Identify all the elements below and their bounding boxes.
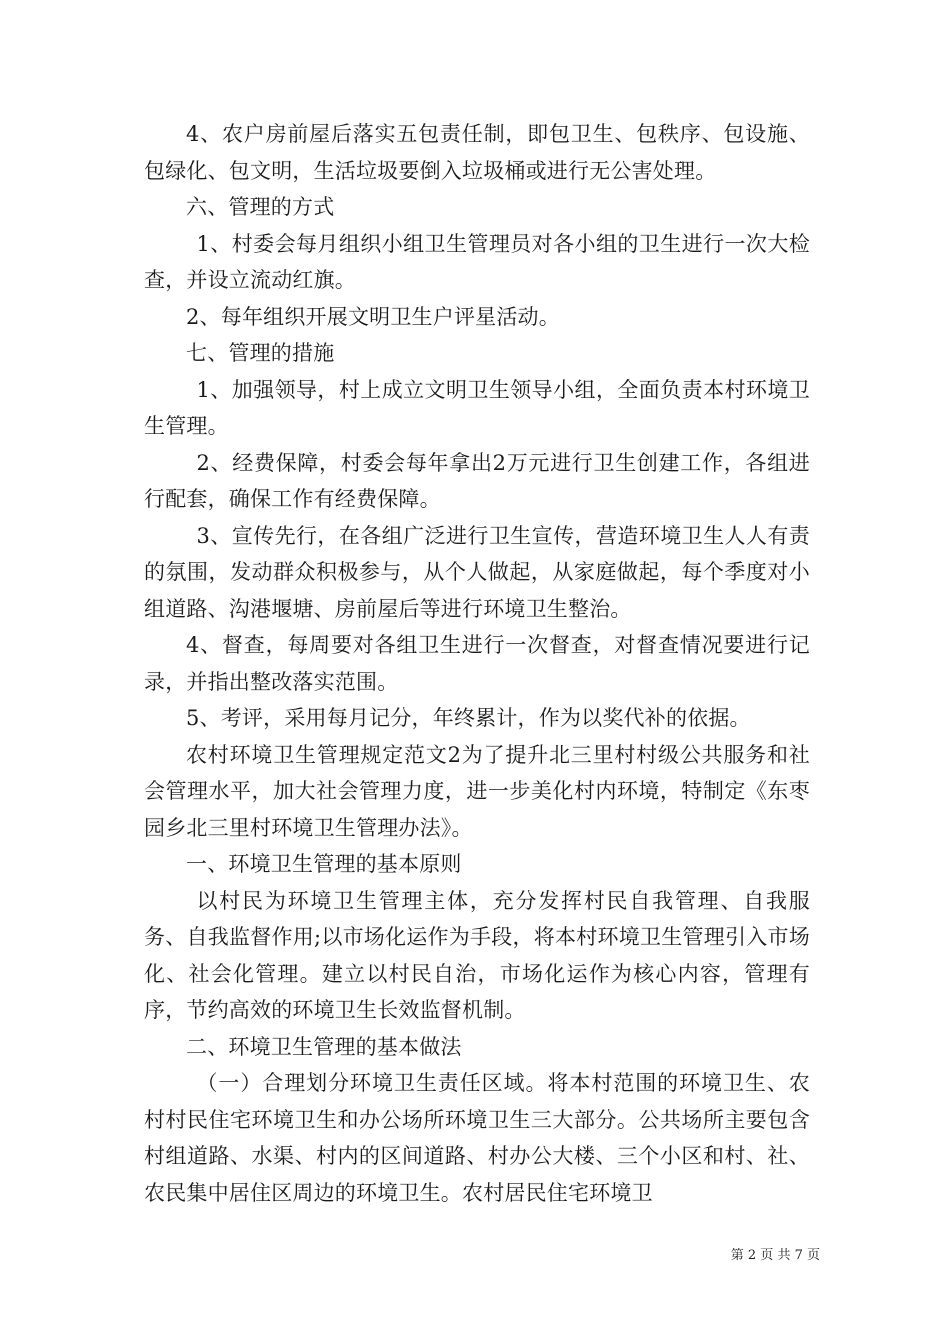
paragraph: 1、加强领导，村上成立文明卫生领导小组，全面负责本村环境卫生管理。: [144, 377, 810, 438]
paragraph: 4、农户房前屋后落实五包责任制，即包卫生、包秩序、包设施、包绿化、包文明，生活垃圾要倒入垃圾桶或进行无公害处理。: [144, 122, 810, 183]
paragraph: 1、村委会每月组织小组卫生管理员对各小组的卫生进行一次大检查，并设立流动红旗。: [144, 231, 810, 292]
paragraph: 一、环境卫生管理的基本原则: [186, 852, 462, 876]
paragraph: 七、管理的措施: [186, 341, 335, 365]
paragraph: 农村环境卫生管理规定范文2为了提升北三里村村级公共服务和社会管理水平，加大社会管理力度，进一步美化村内环境，特制定《东枣园乡北三里村环境卫生管理办法》。: [144, 742, 810, 840]
paragraph: 3、宣传先行，在各组广泛进行卫生宣传，营造环境卫生人人有责的氛围，发动群众积极参与，从个人做起，从家庭做起，每个季度对小组道路、沟港堰塘、房前屋后等进行环境卫生整治。: [144, 523, 810, 621]
document-body: [144, 116, 810, 1211]
paragraph: 2、经费保障，村委会每年拿出2万元进行卫生创建工作，各组进行配套，确保工作有经费保障。: [144, 450, 810, 511]
paragraph: 六、管理的方式: [186, 195, 335, 219]
paragraph: （一）合理划分环境卫生责任区域。将本村范围的环境卫生、农村村民住宅环境卫生和办公场所环境卫生三大部分。公共场所主要包含村组道路、水渠、村内的区间道路、村办公大楼、三个小区和村、社、农民集中居住区周边的环境卫生。农村居民住宅环境卫: [144, 1071, 810, 1205]
paragraph: 二、环境卫生管理的基本做法: [186, 1034, 462, 1059]
page-number-footer: 第 2 页 共 7 页: [730, 1248, 820, 1263]
paragraph: 2、每年组织开展文明卫生户评星活动。: [186, 304, 560, 329]
paragraph: 以村民为环境卫生管理主体，充分发挥村民自我管理、自我服务、自我监督作用;以市场化运作为手段，将本村环境卫生管理引入市场化、社会化管理。建立以村民自治，市场化运作为核心内容，管理有序，节约高效的环境卫生长效监督机制。: [144, 888, 810, 1022]
paragraph: 4、督查，每周要对各组卫生进行一次督查，对督查情况要进行记录，并指出整改落实范围。: [144, 633, 810, 694]
paragraph: 5、考评，采用每月记分，年终累计，作为以奖代补的依据。: [186, 706, 751, 730]
